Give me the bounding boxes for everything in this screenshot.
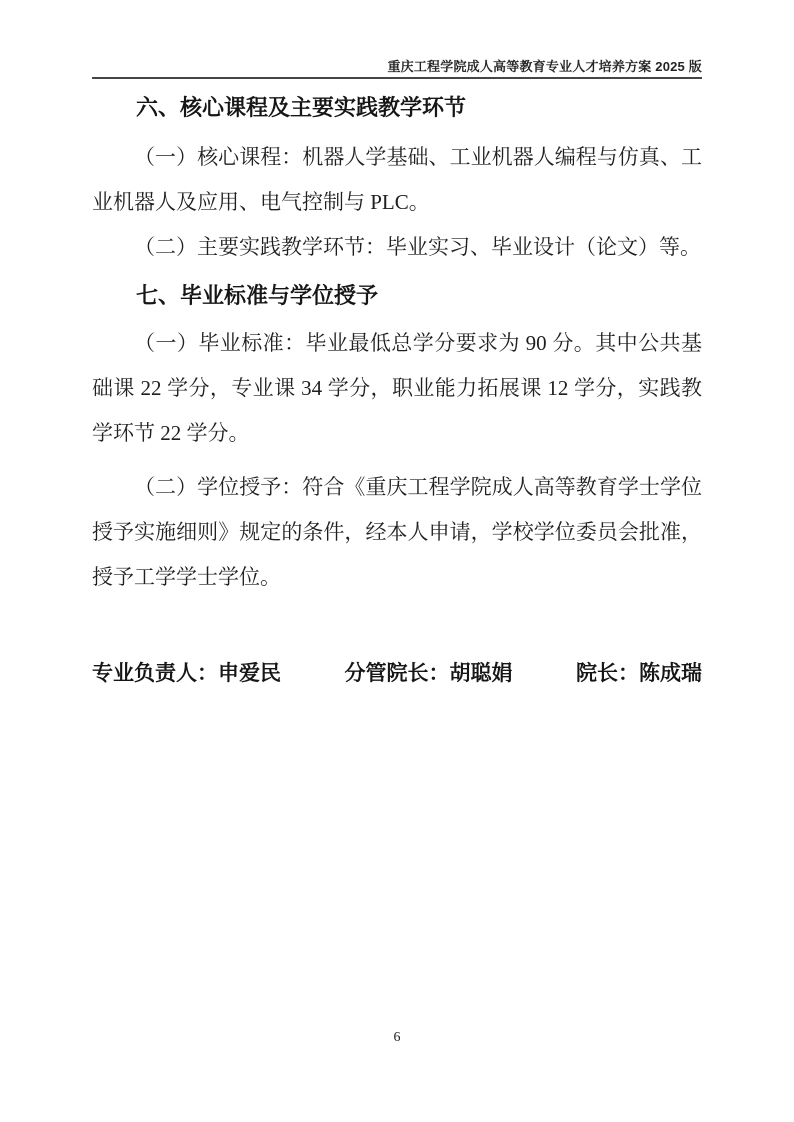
header-title: 重庆工程学院成人高等教育专业人才培养方案 2025 版 xyxy=(387,59,702,74)
document-body xyxy=(92,93,702,696)
header-divider xyxy=(92,77,702,79)
paragraph-graduation-standard: （一）毕业标准：毕业最低总学分要求为 90 分。其中公共基础课 22 学分，专业课 34 学分，职业能力拓展课 12 学分，实践教学环节 22 学分。 xyxy=(92,331,702,445)
paragraph-degree-award: （二）学位授予：符合《重庆工程学院成人高等教育学士学位授予实施细则》规定的条件，经本人申请，学校学位委员会批准，授予工学学士学位。 xyxy=(92,475,702,589)
section-heading-core-courses: 六、核心课程及主要实践教学环节 xyxy=(136,95,467,120)
signature-vice-dean: 分管院长：胡聪娟 xyxy=(344,662,513,685)
signature-dean: 院长：陈成瑞 xyxy=(576,662,702,685)
page-header xyxy=(92,58,702,75)
paragraph-practice-teaching: （二）主要实践教学环节：毕业实习、毕业设计（论文）等。 xyxy=(134,235,701,259)
signature-program-lead: 专业负责人：申爱民 xyxy=(92,662,281,685)
signature-line xyxy=(92,651,702,696)
page-number: 6 xyxy=(393,1030,401,1045)
section-heading-graduation: 七、毕业标准与学位授予 xyxy=(136,283,379,308)
paragraph-core-courses: （一）核心课程：机器人学基础、工业机器人编程与仿真、工业机器人及应用、电气控制与 PLC。 xyxy=(92,145,702,214)
page-footer xyxy=(0,1028,794,1046)
